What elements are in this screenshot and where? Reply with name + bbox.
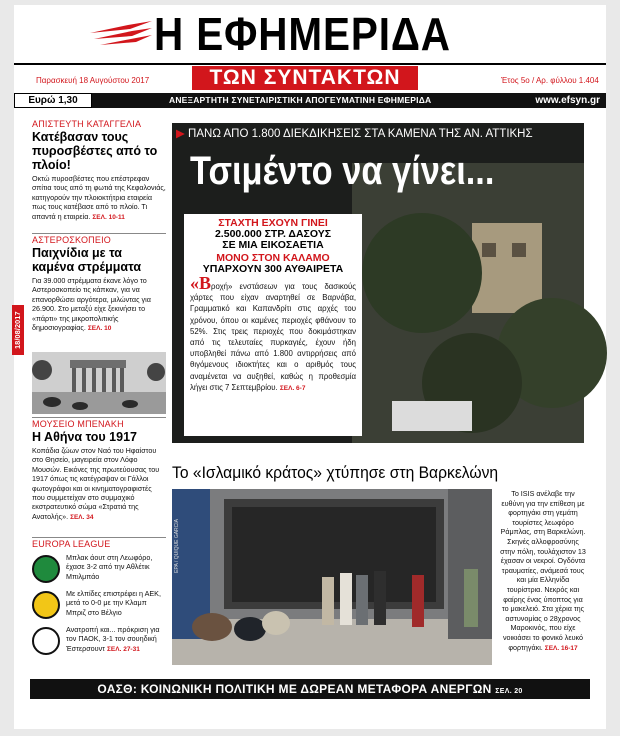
vertical-date: 18/08/2017: [12, 305, 24, 355]
photo-credit: EPA / QUIQUE GARCIA: [174, 519, 180, 573]
drop-cap: «Β: [190, 273, 212, 293]
story-kicker: ΜΟΥΣΕΙΟ ΜΠΕΝΑΚΗ: [32, 419, 124, 429]
masthead-title: Η ΕΦΗΜΕΡΙΔΑ: [154, 8, 451, 60]
barcelona-body-text: Το ISIS ανέλαβε την ευθύνη για την επίθεση με φορτηγάκι στη γεμάτη τουρίστες λεωφόρο Ράμπλας, στη Βαρκελώνη. Σκηνές αλλοφροσύνης στην πόλη, τουλάχιστον 13 έχασαν οι νεκροί. Ογδόντα τραυματίες, ανάμεσά τους και μία Ελληνίδα τουρίστρια. Νεκρός και φαίρης ένας ύποπτος για το μακελειό. Στα χέρια της αστυνομίας ο 28χρονος Μαροκινός, που είχε νοικιάσει το φονικό λευκό φορτηγάκι.: [500, 489, 586, 652]
hero-headline[interactable]: Τσιμέντο να γίνει...: [190, 149, 495, 193]
left-story-1[interactable]: [32, 119, 166, 222]
divider: [32, 233, 166, 234]
europa-item-3[interactable]: [32, 625, 166, 665]
athens-1917-photo: [32, 352, 166, 414]
europa-league-section: [32, 539, 166, 549]
barcelona-body: [499, 489, 587, 653]
left-story-3[interactable]: [32, 419, 166, 522]
newspaper-front-page: [14, 5, 606, 729]
story-headline: Κατέβασαν τους πυροσβέστες από το πλοίο!: [32, 130, 158, 172]
page-ref: ΣΕΛ. 34: [70, 513, 94, 521]
europa-item-text: Ανατροπή και... πρόκριση για τον ΠΑΟΚ, 3-1 τον σουηδική Έστερσουντ: [66, 625, 160, 653]
page-ref: ΣΕΛ. 16-17: [544, 644, 578, 652]
issue-date: Παρασκευή 18 Αυγούστου 2017: [36, 76, 150, 85]
bottom-banner[interactable]: [30, 679, 590, 699]
page-ref: ΣΕΛ. 20: [495, 688, 523, 695]
paok-crest-icon: [32, 627, 60, 655]
tagline: ΑΝΕΞΑΡΤΗΤΗ ΣΥΝΕΤΑΙΡΙΣΤΙΚΗ ΑΠΟΓΕΥΜΑΤΙΝΗ ΕΦΗΜΕΡΙΔΑ: [169, 95, 432, 105]
divider: [32, 537, 166, 538]
story-headline: Παιχνίδια με τα καμένα στρέμματα: [32, 246, 142, 274]
issue-number: Έτος 5ο / Αρ. φύλλου 1.404: [501, 76, 599, 85]
section-kicker: EUROPA LEAGUE: [32, 539, 111, 549]
hero-box-line: ΣΕ ΜΙΑ ΕΙΚΟΣΑΕΤΙΑ: [222, 239, 324, 251]
left-story-2[interactable]: [32, 235, 166, 333]
story-kicker: ΑΣΤΕΡΟΣΚΟΠΕΙΟ: [32, 235, 111, 245]
masthead-subtitle: ΤΩΝ ΣΥΝΤΑΚΤΩΝ: [192, 66, 418, 90]
price-label: Ευρώ 1,30: [14, 93, 92, 108]
masthead-info-bar: [14, 93, 606, 108]
website-link[interactable]: www.efsyn.gr: [535, 95, 600, 106]
hero-box-body: [190, 273, 356, 394]
hero-box-line: ΜΟΝΟ ΣΤΟΝ ΚΑΛΑΜΟ: [216, 252, 330, 264]
europa-item-1[interactable]: [32, 553, 166, 587]
masthead-rule: [14, 63, 606, 65]
barcelona-headline[interactable]: Το «Ισλαμικό κράτος» χτύπησε στη Βαρκελώνη: [172, 463, 499, 482]
bottom-banner-text: ΟΑΣΘ: ΚΟΙΝΩΝΙΚΗ ΠΟΛΙΤΙΚΗ ΜΕ ΔΩΡΕΑΝ ΜΕΤΑΦΟΡΑ ΑΝΕΡΓΩΝ: [97, 682, 492, 696]
story-body: Για 39.000 στρέμματα έκανε λόγο το Αστεροσκοπείο τις κάπκαν, για να επανορθώσει αργότερα, μιλώντας για 26.900. Στο μεταξύ είχε ξεκινήσει το «πάρτι» της μικροπολιτικής δημοσιογραφίας.: [32, 276, 151, 333]
hero-box-line: ΣΤΑΧΤΗ ΕΧΟΥΝ ΓΙΝΕΙ: [218, 217, 328, 229]
page-ref: ΣΕΛ. 10-11: [92, 213, 125, 221]
europa-item-text: Με ελπίδες επιστρέφει η ΑΕΚ, μετά το 0-0 με την Κλαμπ Μπριζ στο Βέλγιο: [66, 589, 161, 617]
europa-item-text: Μπλακ άουτ στη Λεωφόρο, έχασε 3-2 από την Αθλέτικ Μπιλμπάο: [66, 553, 153, 581]
hero-body-text: ροχή» ενστάσεων για τους δασικούς χάρτες που είχαν αναρτηθεί σε Βαρνάβα, Γραμματικό και Καπανδρίτι στις αρχές του χρόνου, όπου οι καμένες περιοχές φθάνουν το 52%. Στις τρεις περιοχές που δοκιμάστηκαν από τις τελευταίες πυρκαγιές, έχουν ήδη υποβληθεί πάνω από 1.800 αντιρρήσεις από θιγόμενους ιδιοκτήτες και ο αριθμός τους αναμένεται να αυξηθεί, καθώς η προθεσμία λήγει στις 7 Σεπτεμβρίου.: [190, 282, 356, 392]
hero-kicker: [176, 126, 533, 140]
europa-item-2[interactable]: [32, 589, 166, 623]
hero-box-line: ΥΠΑΡΧΟΥΝ 300 ΑΥΘΑΙΡΕΤΑ: [202, 263, 344, 275]
club-crest-icon: [32, 555, 60, 583]
page-ref: ΣΕΛ. 10: [87, 325, 112, 333]
barcelona-photo: [172, 489, 492, 665]
aek-crest-icon: [32, 591, 60, 619]
page-ref: ΣΕΛ. 27-31: [107, 645, 140, 653]
story-body: Οκτώ πυροσβέστες που επέστρεφαν σπίτια τους από τη φωτιά της Κεφαλονιάς, κατηγορούν την πλοιοκτήτρια εταιρεία πως τους κατέβασε από το πλοίο. Τι απαντά η εταιρεία.: [32, 174, 166, 221]
triangle-marker-icon: ▶: [176, 128, 189, 140]
hero-box-line: 2.500.000 ΣΤΡ. ΔΑΣΟΥΣ: [214, 228, 332, 240]
flame-logo-icon: [86, 19, 156, 49]
hero-kicker-text: ΠΑΝΩ ΑΠΟ 1.800 ΔΙΕΚΔΙΚΗΣΕΙΣ ΣΤΑ ΚΑΜΕΝΑ ΤΗΣ ΑΝ. ΑΤΤΙΚΗΣ: [188, 128, 533, 140]
story-body: Κοπάδια ζώων στον Ναό του Ηφαίστου στο Θησείο, μαγειρεία στον Λόφο Μουσών. Εικόνες της πρωτεύουσας του 1917 όπως τις κατέγραψαν οι Γάλλοι φωτογράφοι και οι κινηματογραφιστές που συμμετείχαν στο συμμαχικό εκστρατευτικό σώμα «Στρατιά της Ανατολής».: [32, 446, 160, 521]
page-ref: ΣΕΛ. 6-7: [279, 384, 306, 392]
story-kicker: ΑΠΙΣΤΕΥΤΗ ΚΑΤΑΓΓΕΛΙΑ: [32, 119, 142, 129]
divider: [32, 417, 166, 418]
story-headline: Η Αθήνα του 1917: [32, 430, 137, 444]
